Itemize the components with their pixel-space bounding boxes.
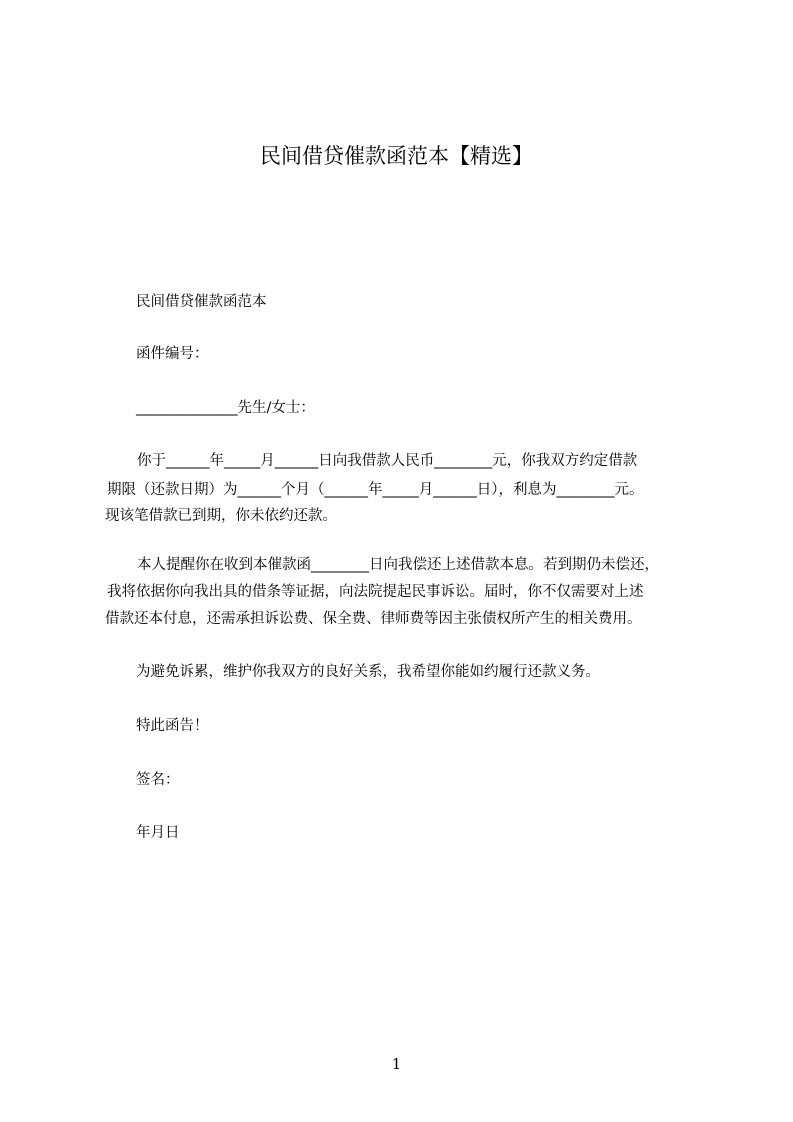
paragraph-2-line-2: 我将依据你向我出具的借条等证据，向法院提起民事诉讼。届时，你不仅需要对上述 xyxy=(107,584,644,600)
letter-subtitle: 民间借贷催款函范本 xyxy=(136,294,267,310)
paragraph-1-line-2: 期限（还款日期）为______个月（______年_____月______日），利息为________元。 xyxy=(107,482,644,498)
paragraph-1-line-3: 现该笔借款已到期，你未依约还款。 xyxy=(105,508,337,524)
letter-number-label: 函件编号： xyxy=(136,346,209,362)
document-title: 民间借贷催款函范本【精选】 xyxy=(260,144,533,168)
signature-label: 签名： xyxy=(136,772,180,788)
paragraph-3: 为避免诉累，维护你我双方的良好关系，我希望你能如约履行还款义务。 xyxy=(136,664,600,680)
addressee-line: ______________先生/女士： xyxy=(136,400,315,416)
date-label: 年月日 xyxy=(136,825,180,841)
page-number: 1 xyxy=(391,1055,402,1073)
notice-line: 特此函告！ xyxy=(136,718,209,734)
paragraph-2-line-1: 本人提醒你在收到本催款函________日向我偿还上述借款本息。若到期仍未偿还， xyxy=(137,557,659,573)
paragraph-2-line-3: 借款还本付息，还需承担诉讼费、保全费、律师费等因主张债权所产生的相关费用。 xyxy=(105,611,642,627)
paragraph-1-line-1: 你于______年_____月______日向我借款人民币________元，你我双方约定借款 xyxy=(137,453,638,469)
